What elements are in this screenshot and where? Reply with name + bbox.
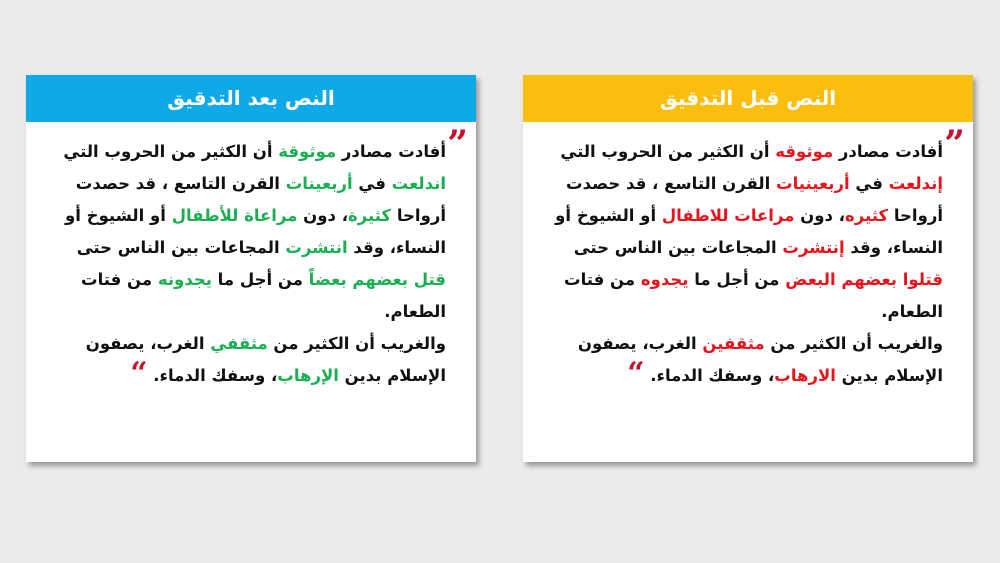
text-segment: من فتات الطعام. (563, 270, 943, 321)
after-card-body (26, 122, 476, 392)
text-segment: أفادت مصادر (833, 142, 943, 161)
after-proofreading-card (26, 75, 476, 462)
error-word: أربعينيات (775, 174, 850, 193)
corrected-word: قتل بعضهم بعضاً (308, 270, 446, 289)
before-paragraph-1 (551, 136, 943, 328)
opening-quote-icon: ” (944, 123, 965, 165)
closing-quote-icon: “ (627, 356, 645, 391)
corrected-word: يجدونه (157, 270, 212, 289)
text-segment: أفادت مصادر (336, 142, 446, 161)
text-segment: أو الشيوخ أو النساء، وقد (65, 206, 446, 257)
text-segment: ، وسفك الدماء. (650, 366, 775, 385)
text-segment: القرن التاسع ، قد حصدت أرواحا (566, 174, 943, 225)
corrected-word: الإرهاب (277, 366, 339, 385)
text-segment: ، دون (297, 206, 349, 225)
corrected-word: انتشرت (285, 238, 348, 257)
text-segment: الغرب، يصفون الإسلام بدين (85, 334, 446, 385)
opening-quote-icon: ” (447, 123, 468, 165)
error-word: إنتشرت (782, 238, 845, 257)
text-segment: أو الشيوخ أو النساء، وقد (555, 206, 943, 257)
before-paragraph-2 (551, 328, 943, 392)
text-segment: أن الكثير من الحروب التي (560, 142, 776, 161)
error-word: إندلعت (888, 174, 943, 193)
corrected-word: اندلعت (391, 174, 446, 193)
after-paragraph-2 (54, 328, 446, 392)
after-paragraph-1 (54, 136, 446, 328)
text-segment: ، دون (794, 206, 846, 225)
error-word: مثقفين (702, 334, 765, 353)
text-segment: في (352, 174, 392, 193)
corrected-word: مراعاة للأطفال (171, 206, 298, 225)
text-segment: والغريب أن الكثير من (764, 334, 943, 353)
before-card-body (523, 122, 973, 392)
text-segment: المجاعات بين الناس حتى (76, 238, 286, 257)
text-segment: من فتات الطعام. (80, 270, 446, 321)
error-word: يجدوه (640, 270, 689, 289)
text-segment: القرن التاسع ، قد حصدت أرواحا (75, 174, 446, 225)
text-segment: المجاعات بين الناس حتى (573, 238, 783, 257)
after-card-title: النص بعد التدقيق (26, 75, 476, 122)
corrected-word: كثيرة (348, 206, 392, 225)
corrected-word: موثوقة (278, 142, 337, 161)
error-word: الارهاب (774, 366, 836, 385)
text-segment: الغرب، يصفون الإسلام بدين (577, 334, 943, 385)
text-segment: ، وسفك الدماء. (153, 366, 278, 385)
error-word: موثوقه (775, 142, 834, 161)
before-proofreading-card (523, 75, 973, 462)
closing-quote-icon: “ (130, 356, 148, 391)
corrected-word: أربعينات (285, 174, 353, 193)
corrected-word: مثقفي (210, 334, 268, 353)
text-segment: من أجل ما (688, 270, 786, 289)
error-word: قتلوا بعضهم البعض (785, 270, 943, 289)
error-word: كثيره (845, 206, 889, 225)
text-segment: أن الكثير من الحروب التي (63, 142, 279, 161)
error-word: مراعات للاطفال (661, 206, 795, 225)
before-card-title: النص قبل التدقيق (523, 75, 973, 122)
text-segment: من أجل ما (211, 270, 309, 289)
text-segment: في (849, 174, 889, 193)
text-segment: والغريب أن الكثير من (267, 334, 446, 353)
